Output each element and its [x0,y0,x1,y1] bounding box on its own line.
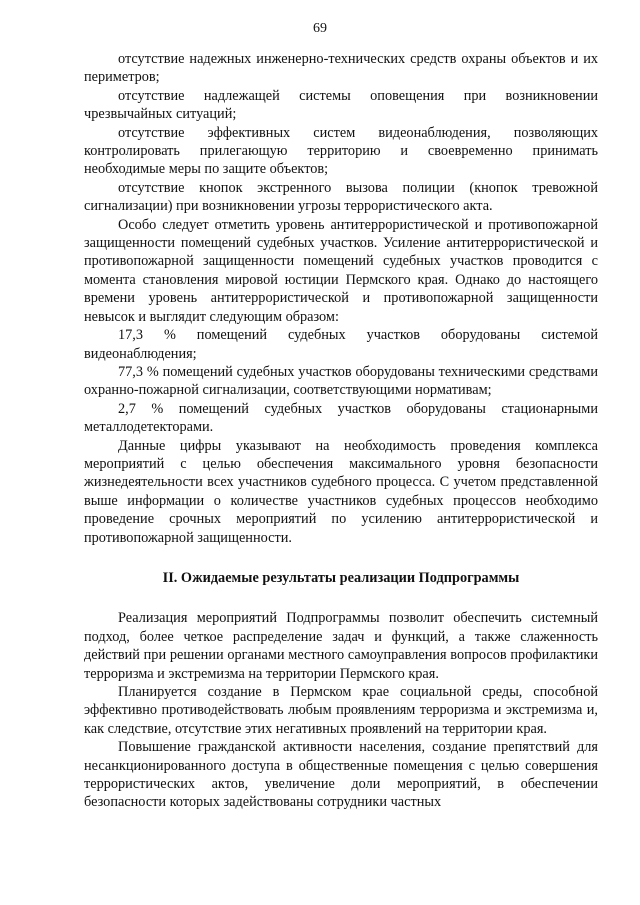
paragraph: 77,3 % помещений судебных участков оборудованы техническими средствами охранно-пожарной сигнализации, соответствующими нормативам; [84,363,598,399]
document-body [84,50,598,812]
paragraph: Планируется создание в Пермском крае социальной среды, способной эффективно противодействовать любым проявлениям терроризма и экстремизма и, как следствие, отсутствие этих негативных проявлений на территории края. [84,684,598,737]
paragraph: Данные цифры указывают на необходимость проведения комплекса мероприятий с целью обеспечения максимального уровня безопасности жизнедеятельности всех участников судебного процесса. С учетом представленной выше информации о количестве участников судебных процессов необходимо проведение срочных мероприятий по усилению антитеррористической и противопожарной защищенности. [84,437,598,546]
paragraph: Реализация мероприятий Подпрограммы позволит обеспечить системный подход, более четкое распределение задач и функций, а также слаженность действий при решении органами местного самоуправления вопросов профилактики терроризма и экстремизма на территории Пермского края. [84,610,598,682]
paragraph: 2,7 % помещений судебных участков оборудованы стационарными металлодетекторами. [84,400,598,436]
paragraph: Особо следует отметить уровень антитеррористической и противопожарной защищенности помещений судебных участков. Усиление антитеррористической и противопожарной защищенности помещений судебных участков проводится с момента становления мировой юстиции Пермского края. Однако до настоящего времени уровень антитеррористической и противопожарной защищенности невысок и выглядит следующим образом: [84,216,598,325]
paragraph: Повышение гражданской активности населения, создание препятствий для несанкционированного доступа в общественные помещения с целью совершения террористических актов, увеличение доли мероприятий, в обеспечении безопасности которых задействованы сотрудники частных [84,739,598,811]
page-number: 69 [313,21,327,36]
paragraph: 17,3 % помещений судебных участков оборудованы системой видеонаблюдения; [84,327,598,362]
paragraph: отсутствие эффективных систем видеонаблюдения, позволяющих контролировать прилегающую территорию и своевременно принимать необходимые меры по защите объектов; [84,124,598,178]
paragraph: отсутствие кнопок экстренного вызова полиции (кнопок тревожной сигнализации) при возникновении угрозы террористического акта. [84,179,598,215]
paragraph: отсутствие надлежащей системы оповещения при возникновении чрезвычайных ситуаций; [84,87,598,123]
section-heading: II. Ожидаемые результаты реализации Подпрограммы [162,569,520,586]
paragraph: отсутствие надежных инженерно-технических средств охраны объектов и их периметров; [84,51,598,86]
